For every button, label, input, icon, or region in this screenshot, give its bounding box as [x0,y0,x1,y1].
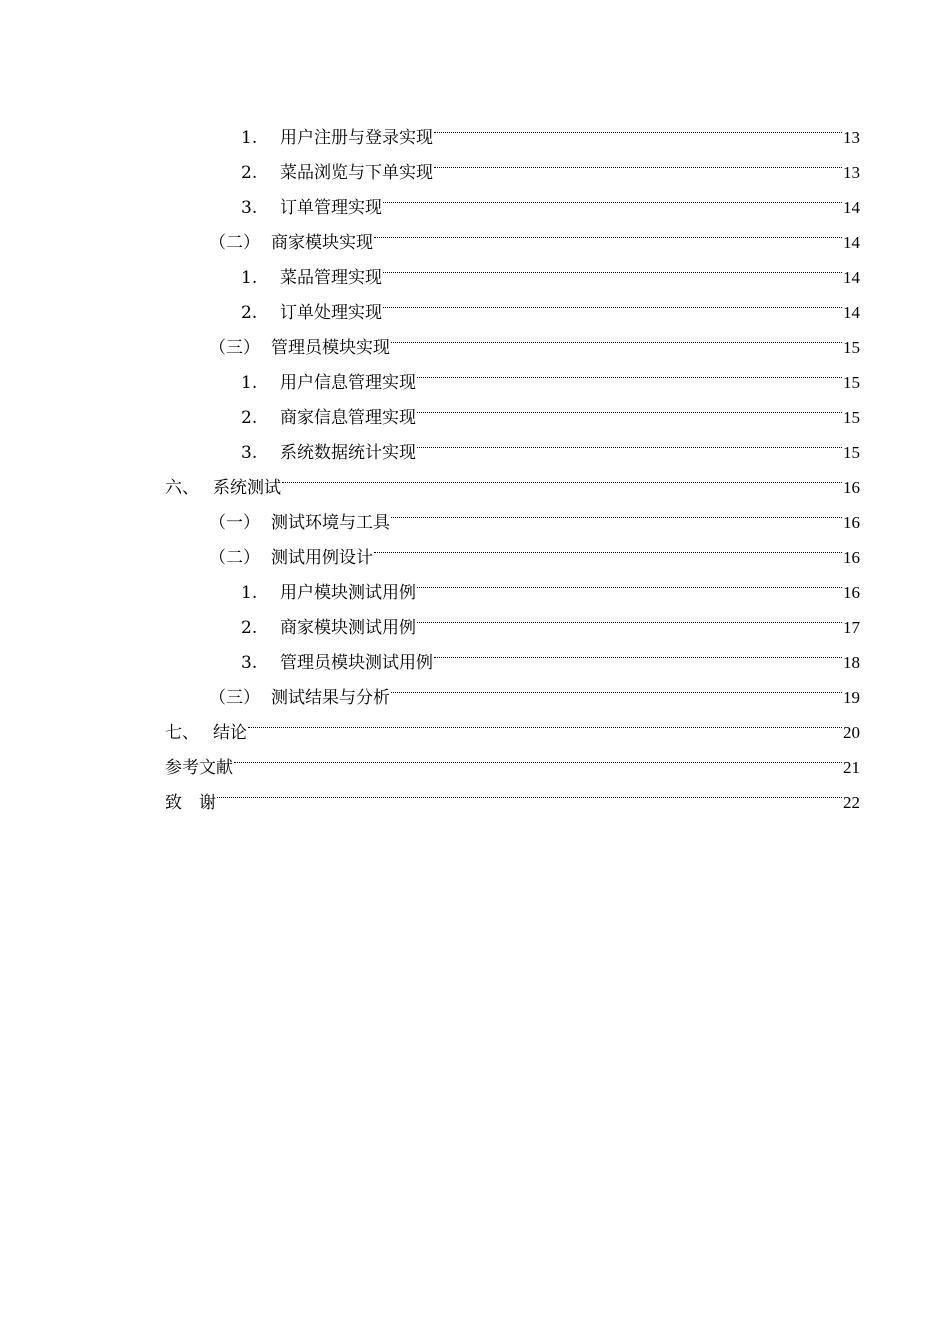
toc-entry-title: 商家模块测试用例 [280,618,416,638]
toc-entry-number: 3. [241,653,258,673]
toc-dot-leader [391,318,842,353]
toc-dot-leader [383,248,842,283]
toc-entry[interactable] [165,108,860,148]
toc-entry-page: 20 [843,723,860,742]
toc-entry-title: 用户模块测试用例 [280,583,416,603]
toc-entry-title: 菜品管理实现 [280,268,382,288]
toc-entry-title: 测试环境与工具 [271,513,390,533]
toc-entry-page: 14 [843,303,860,322]
toc-entry-title: 测试结果与分析 [271,688,390,708]
toc-entry-title: 用户注册与登录实现 [280,128,433,148]
toc-entry-number: 1. [241,268,258,288]
toc-entry-number: 六、 [165,478,199,498]
toc-entry-page: 18 [843,653,860,672]
toc-dot-leader [374,213,842,248]
toc-entry-page: 16 [843,583,860,602]
toc-entry-title: 订单处理实现 [280,303,382,323]
table-of-contents [165,108,860,813]
toc-entry-page: 16 [843,478,860,497]
toc-dot-leader [391,668,842,703]
toc-entry-title: 菜品浏览与下单实现 [280,163,433,183]
toc-entry-number: （二） [209,233,260,253]
toc-entry-title: 用户信息管理实现 [280,373,416,393]
toc-entry-page: 14 [843,268,860,287]
toc-entry-number: 1. [241,583,258,603]
toc-entry-number: 2. [241,303,258,323]
toc-dot-leader [383,283,842,318]
toc-dot-leader [434,108,842,143]
toc-dot-leader [374,528,842,563]
toc-entry-number: 2. [241,163,258,183]
toc-entry-page: 21 [843,758,860,777]
toc-entry-page: 13 [843,163,860,182]
toc-entry-title: 订单管理实现 [280,198,382,218]
toc-entry-page: 22 [843,793,860,812]
toc-entry-title: 管理员模块测试用例 [280,653,433,673]
toc-dot-leader [217,773,842,808]
toc-entry-title: 结论 [213,723,247,743]
toc-entry-page: 15 [843,408,860,427]
toc-entry-page: 15 [843,338,860,357]
toc-entry-title: 系统测试 [213,478,281,498]
toc-dot-leader [248,703,842,738]
toc-entry[interactable] [165,703,860,743]
toc-entry-number: （三） [209,338,260,358]
toc-dot-leader [417,563,842,598]
toc-dot-leader [234,738,842,773]
toc-entry-number: （一） [209,513,260,533]
toc-dot-leader [282,458,842,493]
toc-dot-leader [417,353,842,388]
toc-dot-leader [417,423,842,458]
toc-entry-title: 商家信息管理实现 [280,408,416,428]
toc-entry-page: 16 [843,548,860,567]
toc-entry-page: 13 [843,128,860,147]
toc-entry-title: 商家模块实现 [271,233,373,253]
toc-entry-number: 2. [241,618,258,638]
toc-entry-number: 3. [241,198,258,218]
toc-entry-number: 1. [241,128,258,148]
toc-entry-page: 17 [843,618,860,637]
toc-entry-title: 致 谢 [165,793,216,813]
toc-entry-number: 1. [241,373,258,393]
toc-entry-title: 参考文献 [165,758,233,778]
toc-entry-page: 15 [843,373,860,392]
toc-dot-leader [383,178,842,213]
toc-entry-number: 3. [241,443,258,463]
toc-entry-page: 14 [843,198,860,217]
toc-dot-leader [417,598,842,633]
toc-entry-title: 管理员模块实现 [271,338,390,358]
toc-entry-number: 七、 [165,723,199,743]
toc-dot-leader [417,388,842,423]
toc-entry-page: 16 [843,513,860,532]
toc-entry-title: 测试用例设计 [271,548,373,568]
toc-entry-page: 14 [843,233,860,252]
toc-dot-leader [434,633,842,668]
toc-entry-number: （三） [209,688,260,708]
toc-dot-leader [391,493,842,528]
toc-entry-number: （二） [209,548,260,568]
toc-entry[interactable] [165,773,860,813]
toc-entry[interactable] [165,738,860,778]
toc-entry-page: 15 [843,443,860,462]
toc-dot-leader [434,143,842,178]
toc-entry-title: 系统数据统计实现 [280,443,416,463]
toc-entry-number: 2. [241,408,258,428]
toc-entry-page: 19 [843,688,860,707]
